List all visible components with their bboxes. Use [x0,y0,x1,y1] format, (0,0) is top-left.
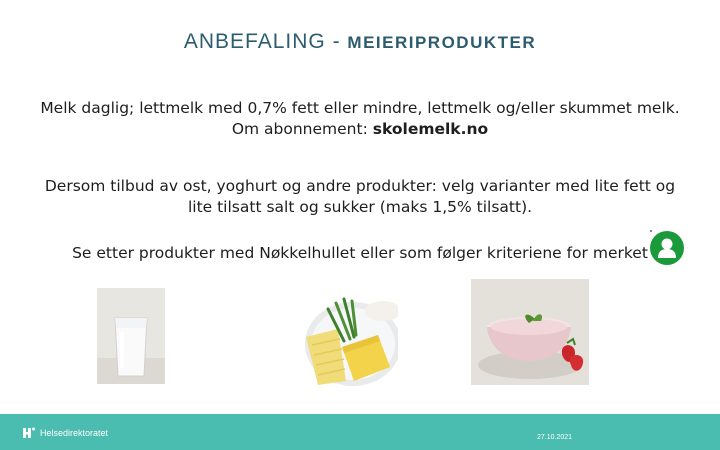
paragraph-products [0,176,720,218]
skolemelk-link[interactable]: skolemelk.no [372,120,489,138]
yoghurt-image [471,279,589,385]
paragraph-keyhole: Se etter produkter med Nøkkelhullet eller som følger kriteriene for merket [72,244,648,262]
footer-logo-text: Helsedirektoratet [40,428,109,438]
helsedirektoratet-logo-icon [22,426,36,440]
paragraph-milk [0,98,720,140]
footer-bar [0,414,720,450]
paragraph-products-line1: Dersom tilbud av ost, yoghurt og andre produkter: velg varianter med lite fett og [44,177,676,195]
paragraph-products-line2: lite tilsatt salt og sukker (maks 1,5% tilsatt). [187,198,533,216]
helsedirektoratet-logo [22,426,108,440]
subscription-label: Om abonnement: [231,120,373,138]
keyhole-icon [649,230,685,266]
slide-title-sub: MEIERIPRODUKTER [347,33,537,52]
slide-title [0,30,720,54]
paragraph-milk-line2 [0,119,720,140]
paragraph-milk-line1: Melk daglig; lettmelk med 0,7% fett eller mindre, lettmelk og/eller skummet melk. [40,99,680,117]
milk-glass-image [97,288,165,384]
cheese-image [298,289,398,389]
slide-title-main: ANBEFALING - [183,30,348,53]
footer-date: 27.10.2021 [537,434,573,441]
